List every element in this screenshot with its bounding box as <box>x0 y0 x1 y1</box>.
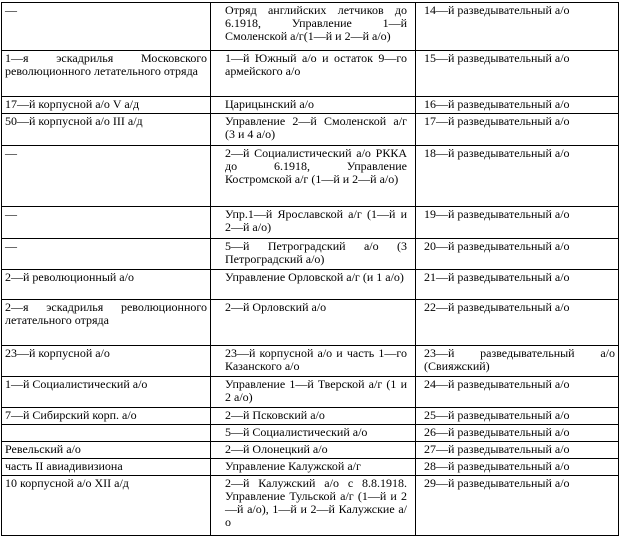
new-unit-cell: 21—й разведывательный а/о <box>416 270 619 300</box>
new-unit-cell: 26—й разведывательный а/о <box>416 425 619 442</box>
original-unit-cell: 7—й Сибирский корп. а/о <box>2 408 211 425</box>
new-unit-cell: 18—й разведывательный а/о <box>416 146 619 207</box>
new-unit-cell: 29—й разведывательный а/о <box>416 476 619 536</box>
original-unit-cell: — <box>2 239 211 270</box>
table-row <box>2 97 619 114</box>
table-row <box>2 114 619 146</box>
source-unit-cell: Царицынский а/о <box>211 97 416 114</box>
new-unit-cell: 24—й разведывательный а/о <box>416 377 619 408</box>
new-unit-cell: 28—й разведывательный а/о <box>416 459 619 476</box>
original-unit-cell: 17—й корпусной а/о V а/д <box>2 97 211 114</box>
source-unit-cell: 5—й Социалистический а/о <box>211 425 416 442</box>
original-unit-cell <box>2 425 211 442</box>
source-unit-cell: 23—й корпусной а/о и часть 1—го Казанского а/о <box>211 346 416 377</box>
source-unit-cell: 2—й Орловский а/о <box>211 300 416 346</box>
original-unit-cell: 1—й Социалистический а/о <box>2 377 211 408</box>
new-unit-cell: 23—й разведывательный а/о (Свияжский) <box>416 346 619 377</box>
new-unit-cell: 19—й разведывательный а/о <box>416 207 619 239</box>
table-row <box>2 425 619 442</box>
new-unit-cell: 15—й разведывательный а/о <box>416 51 619 97</box>
source-unit-cell: Упр.1—й Ярославской а/г (1—й и 2—й а/о) <box>211 207 416 239</box>
table-row <box>2 442 619 459</box>
original-unit-cell: — <box>2 3 211 51</box>
source-unit-cell: Управление Орловской а/г (и 1 а/о) <box>211 270 416 300</box>
table-row <box>2 346 619 377</box>
source-unit-cell: Управление Калужской а/г <box>211 459 416 476</box>
source-unit-cell: 2—й Калужский а/о с 8.8.1918. Управление Тульской а/г (1—й и 2—й а/о), 1—й и 2—й Калужские а/о <box>211 476 416 536</box>
new-unit-cell: 14—й разведывательный а/о <box>416 3 619 51</box>
original-unit-cell: — <box>2 207 211 239</box>
table-row <box>2 476 619 536</box>
original-unit-cell: 1—я эскадрилья Московского революционного летательного отряда <box>2 51 211 97</box>
original-unit-cell: 10 корпусной а/о XII а/д <box>2 476 211 536</box>
original-unit-cell: 2—я эскадрилья революционного летательного отряда <box>2 300 211 346</box>
table-row <box>2 146 619 207</box>
original-unit-cell: часть II авиадивизиона <box>2 459 211 476</box>
source-unit-cell: 1—й Южный а/о и остаток 9—го армейского а/о <box>211 51 416 97</box>
units-table <box>1 2 619 536</box>
source-unit-cell: 2—й Псковский а/о <box>211 408 416 425</box>
table-row <box>2 3 619 51</box>
original-unit-cell: 50—й корпусной а/о III а/д <box>2 114 211 146</box>
source-unit-cell: 2—й Олонецкий а/о <box>211 442 416 459</box>
table-row <box>2 239 619 270</box>
source-unit-cell: Управление 2—й Смоленской а/г (3 и 4 а/о) <box>211 114 416 146</box>
new-unit-cell: 25—й разведывательный а/о <box>416 408 619 425</box>
table-row <box>2 207 619 239</box>
new-unit-cell: 17—й разведывательный а/о <box>416 114 619 146</box>
new-unit-cell: 22—й разведывательный а/о <box>416 300 619 346</box>
table-row <box>2 51 619 97</box>
new-unit-cell: 27—й разведывательный а/о <box>416 442 619 459</box>
new-unit-cell: 16—й разведывательный а/о <box>416 97 619 114</box>
original-unit-cell: — <box>2 146 211 207</box>
original-unit-cell: 23—й корпусной а/о <box>2 346 211 377</box>
table-row <box>2 300 619 346</box>
original-unit-cell: 2—й революционный а/о <box>2 270 211 300</box>
source-unit-cell: 5—й Петроградский а/о (3 Петроградский а/о) <box>211 239 416 270</box>
table-row <box>2 270 619 300</box>
original-unit-cell: Ревельский а/о <box>2 442 211 459</box>
source-unit-cell: Управление 1—й Тверской а/г (1 и 2 а/о) <box>211 377 416 408</box>
new-unit-cell: 20—й разведывательный а/о <box>416 239 619 270</box>
table-row <box>2 377 619 408</box>
table-row <box>2 459 619 476</box>
source-unit-cell: 2—й Социалистический а/о РККА до 6.1918, Управление Костромской а/г (1—й и 2—й а/о) <box>211 146 416 207</box>
source-unit-cell: Отряд английских летчиков до 6.1918, Управление 1—й Смоленской а/г(1—й и 2—й а/о) <box>211 3 416 51</box>
table-row <box>2 408 619 425</box>
